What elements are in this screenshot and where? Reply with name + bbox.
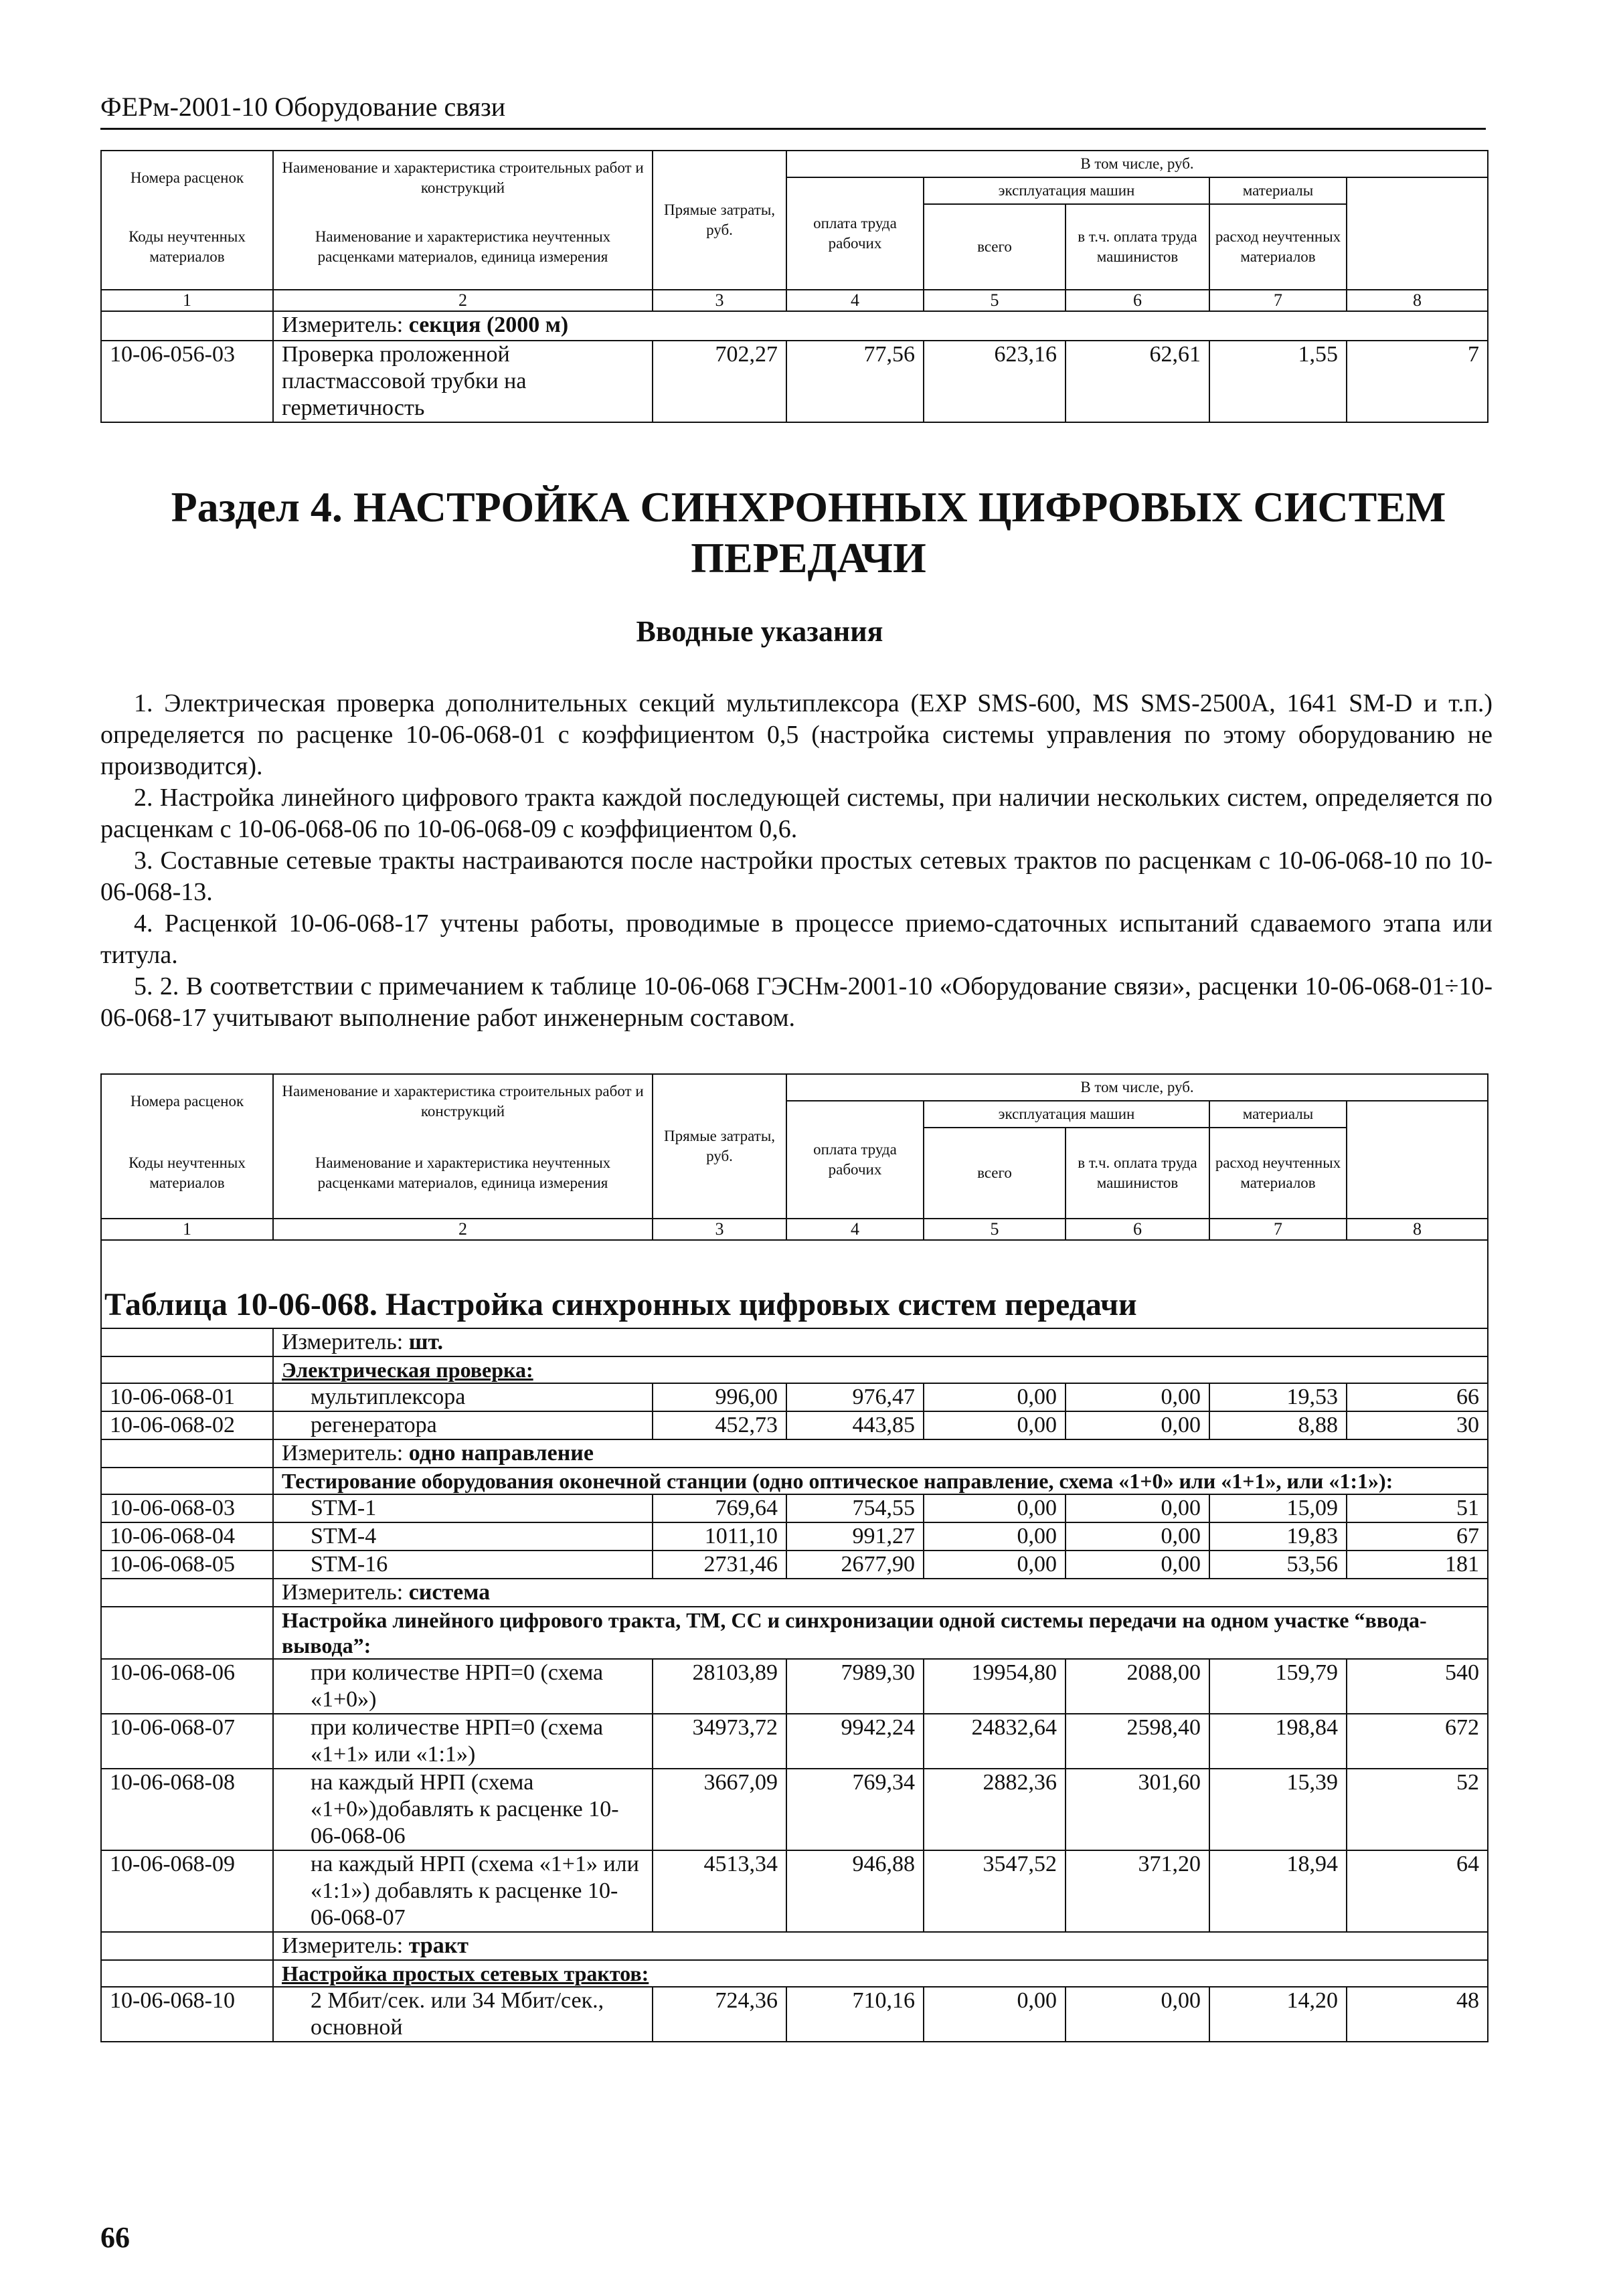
paragraph: 1. Электрическая проверка дополнительных секций мультиплексора (EXP SMS-600, MS SMS-2500A, 1641 SM-D и т.п.) определяется по расценке 10-06-068-01 с коэффициентом 0,5 (настройка системы управления по этому оборудованию не производится). xyxy=(100,689,1493,780)
col-header-materials: материалы xyxy=(1209,1101,1347,1128)
col-num: 6 xyxy=(1066,1219,1209,1240)
table-main xyxy=(100,1073,1488,2042)
col-header-labor: оплата труда рабочих xyxy=(786,177,924,290)
measure-row: Измеритель: тракт xyxy=(273,1932,1488,1960)
col-header-direct: Прямые затраты, руб. xyxy=(653,151,786,290)
col-header-mach-pay: в т.ч. оплата труда машинистов xyxy=(1066,204,1209,290)
col-header-mat-codes: Коды неучтенных материалов xyxy=(101,1128,273,1219)
col-header-labor: оплата труда рабочих xyxy=(786,1101,924,1219)
table-row: 10-06-068-01 мультиплексора 996,00 976,47 0,00 0,00 19,53 66 xyxy=(101,1383,1488,1411)
col-num: 5 xyxy=(924,290,1066,311)
table-row: 10-06-068-04 STM-4 1011,10 991,27 0,00 0,00 19,83 67 xyxy=(101,1522,1488,1551)
col-header-machines: эксплуатация машин xyxy=(924,177,1209,204)
col-header-group: В том числе, руб. xyxy=(786,151,1488,177)
col-header-mach-total: всего xyxy=(924,204,1066,290)
table-top xyxy=(100,150,1488,423)
table-row: 10-06-068-06 при количестве НРП=0 (схема «1+0») 28103,89 7989,30 19954,80 2088,00 159,79 540 xyxy=(101,1659,1488,1714)
section-title: Раздел 4. НАСТРОЙКА СИНХРОННЫХ ЦИФРОВЫХ СИСТЕМ ПЕРЕДАЧИ xyxy=(171,483,1446,582)
col-num: 1 xyxy=(101,290,273,311)
paragraph: 4. Расценкой 10-06-068-17 учтены работы, проводимые в процессе приемо-сдаточных испытаний сдаваемого этапа или титула. xyxy=(100,909,1493,969)
col-header-name: Наименование и характеристика строительных работ и конструкций xyxy=(273,151,653,204)
col-num: 6 xyxy=(1066,290,1209,311)
table-row: 10-06-056-03 Проверка проложенной пластмассовой трубки на герметичность 702,27 77,56 623,16 62,61 1,55 7 xyxy=(101,341,1488,422)
col-num: 8 xyxy=(1347,290,1488,311)
col-header-mach-pay: в т.ч. оплата труда машинистов xyxy=(1066,1128,1209,1219)
table-row: 10-06-068-05 STM-16 2731,46 2677,90 0,00 0,00 53,56 181 xyxy=(101,1551,1488,1579)
col-num: 7 xyxy=(1209,290,1347,311)
table-row: 10-06-068-02 регенератора 452,73 443,85 0,00 0,00 8,88 30 xyxy=(101,1411,1488,1439)
measure-row: Измеритель: одно направление xyxy=(273,1439,1488,1468)
paragraph: 5. 2. В соответствии с примечанием к таблице 10-06-068 ГЭСНм-2001-10 «Оборудование связи», расценки 10-06-068-01÷10-06-068-17 учитывают выполнение работ инженерным составом. xyxy=(100,972,1493,1032)
col-header-group: В том числе, руб. xyxy=(786,1074,1488,1101)
col-header-codes: Номера расценок xyxy=(101,1074,273,1128)
col-header-mat-name: Наименование и характеристика неучтенных расценками материалов, единица измерения xyxy=(273,204,653,290)
col-num: 8 xyxy=(1347,1219,1488,1240)
group-row: Тестирование оборудования оконечной станции (одно оптическое направление, схема «1+0» или «1+1», или «1:1»): xyxy=(273,1468,1488,1494)
col-num: 1 xyxy=(101,1219,273,1240)
col-header-materials: материалы xyxy=(1209,177,1347,204)
running-header: ФЕРм-2001-10 Оборудование связи xyxy=(100,90,1486,130)
table-title: Таблица 10-06-068. Настройка синхронных цифровых систем передачи xyxy=(101,1240,1488,1328)
col-num: 3 xyxy=(653,1219,786,1240)
table-row: 10-06-068-09 на каждый НРП (схема «1+1» или «1:1») добавлять к расценке 10-06-068-07 4513,34 946,88 3547,52 371,20 18,94 64 xyxy=(101,1850,1488,1932)
section-subtitle: Вводные указания xyxy=(636,615,883,648)
col-header-codes: Номера расценок xyxy=(101,151,273,204)
paragraph: 3. Составные сетевые тракты настраиваются после настройки простых сетевых трактов по расценкам с 10-06-068-10 по 10-06-068-13. xyxy=(100,847,1493,906)
group-row: Электрическая проверка: xyxy=(273,1356,1488,1383)
col-header-direct: Прямые затраты, руб. xyxy=(653,1074,786,1219)
paragraph: 2. Настройка линейного цифрового тракта каждой последующей системы, при наличии нескольких систем, определяется по расценкам с 10-06-068-06 по 10-06-068-09 с коэффициентом 0,6. xyxy=(100,784,1493,843)
measure-row: Измеритель: система xyxy=(273,1579,1488,1607)
col-num: 3 xyxy=(653,290,786,311)
col-num: 2 xyxy=(273,1219,653,1240)
col-num: 4 xyxy=(786,290,924,311)
measure-row: Измеритель: шт. xyxy=(273,1328,1488,1356)
table-row: 10-06-068-03 STM-1 769,64 754,55 0,00 0,00 15,09 51 xyxy=(101,1494,1488,1522)
col-header-mat-use: расход неучтенных материалов xyxy=(1209,204,1347,290)
measure-row: Измеритель: секция (2000 м) xyxy=(273,311,1488,341)
col-num: 4 xyxy=(786,1219,924,1240)
col-header-name: Наименование и характеристика строительных работ и конструкций xyxy=(273,1074,653,1128)
page-number: 66 xyxy=(100,2221,130,2254)
col-num: 7 xyxy=(1209,1219,1347,1240)
col-header-mat-codes: Коды неучтенных материалов xyxy=(101,204,273,290)
col-header-machines: эксплуатация машин xyxy=(924,1101,1209,1128)
group-row: Настройка линейного цифрового тракта, ТМ, СС и синхронизации одной системы передачи на одном участке “ввода-вывода”: xyxy=(273,1607,1488,1659)
col-header-mat-use: расход неучтенных материалов xyxy=(1209,1128,1347,1219)
col-header-mat-name: Наименование и характеристика неучтенных расценками материалов, единица измерения xyxy=(273,1128,653,1219)
group-row: Настройка простых сетевых трактов: xyxy=(273,1960,1488,1987)
table-row: 10-06-068-07 при количестве НРП=0 (схема «1+1» или «1:1») 34973,72 9942,24 24832,64 2598,40 198,84 672 xyxy=(101,1714,1488,1769)
col-num: 5 xyxy=(924,1219,1066,1240)
table-row: 10-06-068-10 2 Мбит/сек. или 34 Мбит/сек., основной 724,36 710,16 0,00 0,00 14,20 48 xyxy=(101,1987,1488,2042)
col-header-mach-total: всего xyxy=(924,1128,1066,1219)
col-num: 2 xyxy=(273,290,653,311)
table-row: 10-06-068-08 на каждый НРП (схема «1+0»)добавлять к расценке 10-06-068-06 3667,09 769,34 2882,36 301,60 15,39 52 xyxy=(101,1769,1488,1850)
intro-text xyxy=(100,688,1493,1034)
